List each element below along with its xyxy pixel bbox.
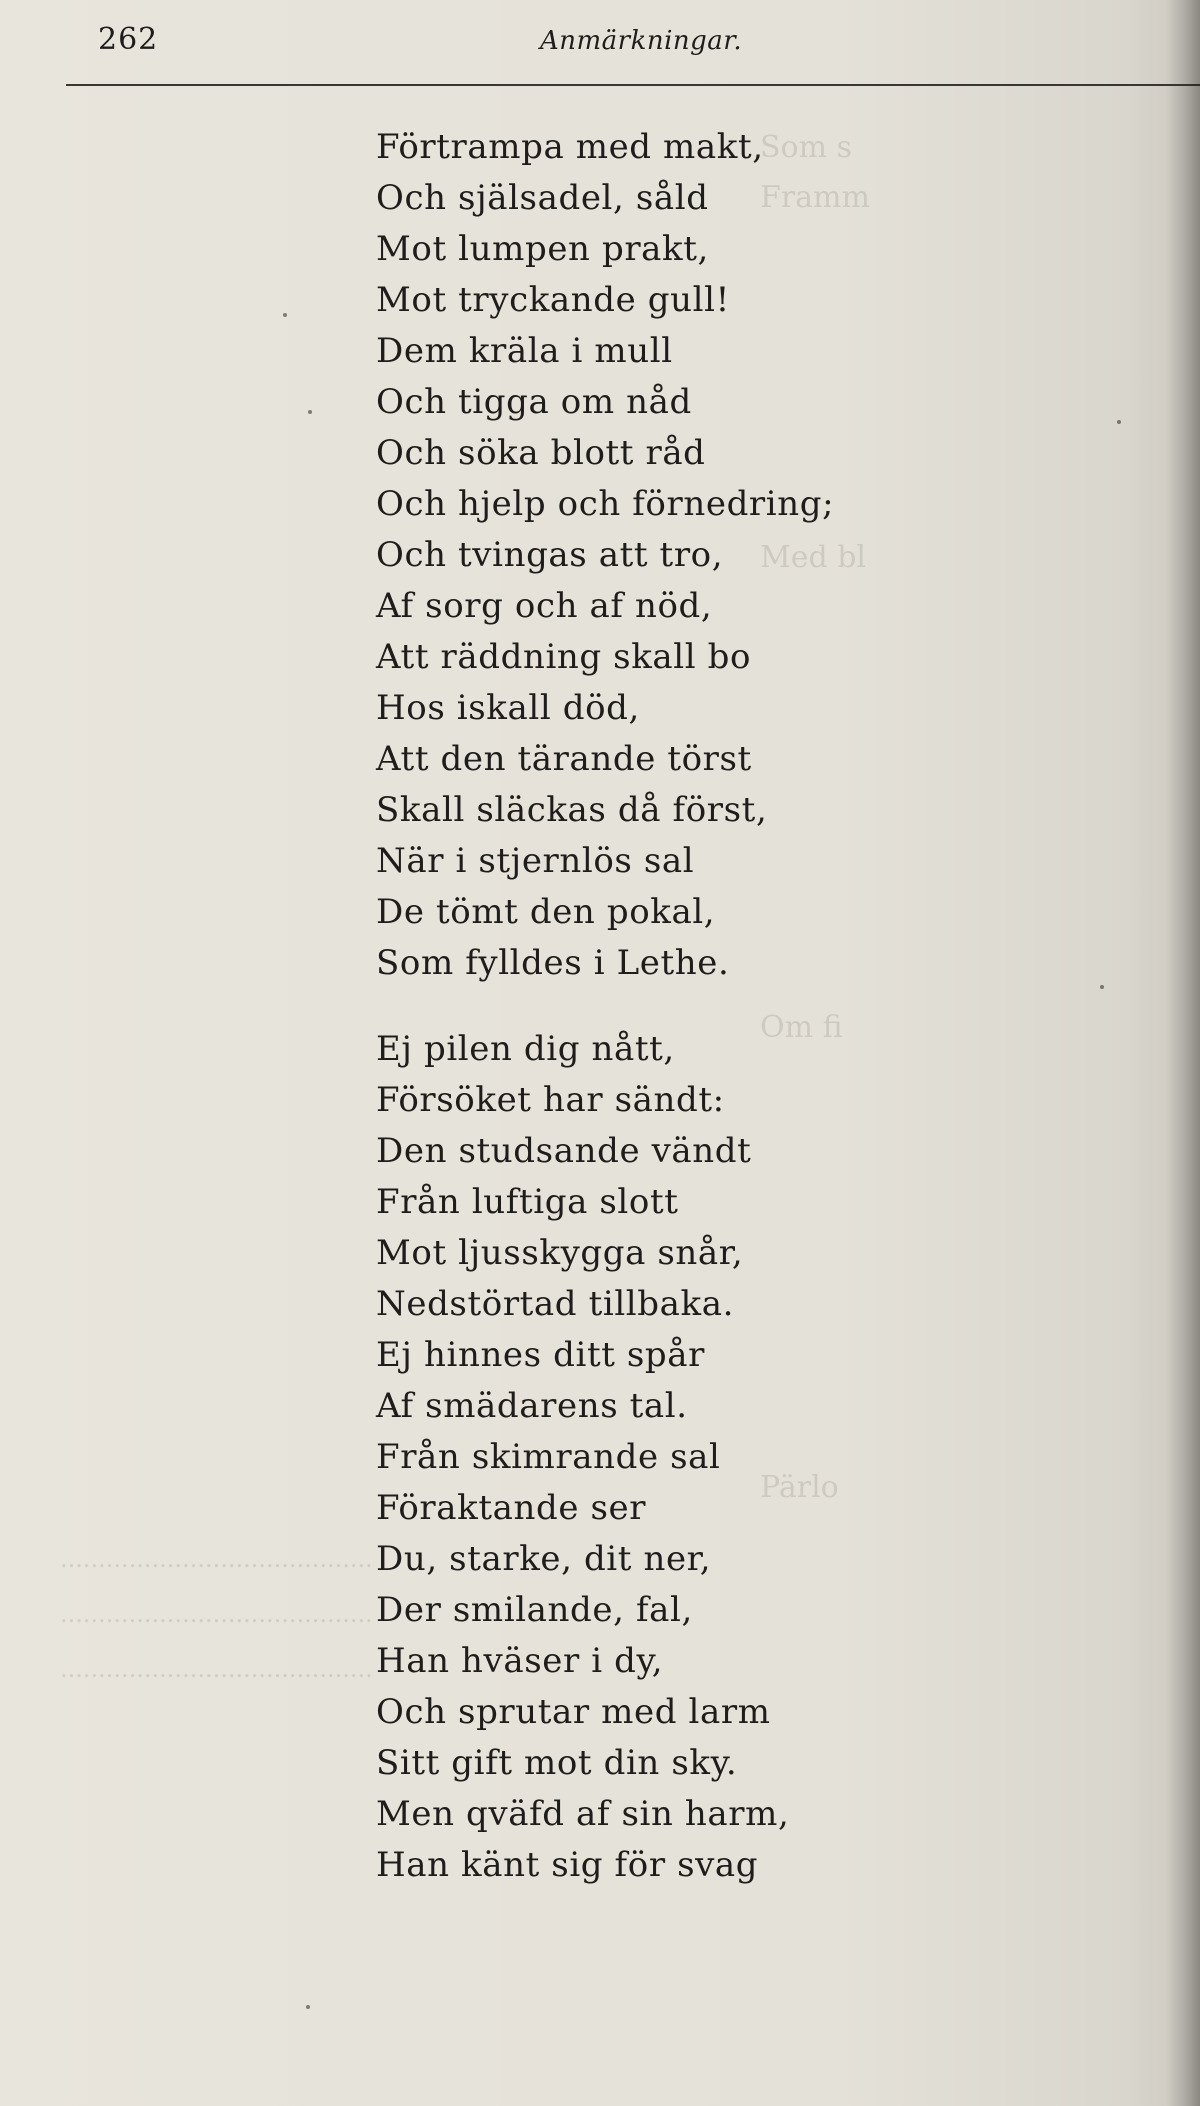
show-through-text: Med bl	[760, 540, 867, 575]
show-through-text: .........................................	[60, 1600, 373, 1628]
verse-line: Den studsande vändt	[376, 1131, 752, 1171]
header-rule	[66, 84, 1200, 86]
show-through-text: Som s	[760, 130, 852, 165]
page-number: 262	[98, 22, 159, 57]
verse-line: Förtrampa med makt,	[376, 127, 764, 167]
verse-line: Mot lumpen prakt,	[376, 229, 709, 269]
paper-speck	[283, 313, 287, 317]
stanza-2	[376, 1024, 896, 1891]
running-head: Anmärkningar.	[540, 26, 743, 56]
verse-line: Och sprutar med larm	[376, 1692, 771, 1732]
verse-line: Ej pilen dig nått,	[376, 1029, 675, 1069]
verse-line: Men qväfd af sin harm,	[376, 1794, 790, 1834]
verse-line: Som fylldes i Lethe.	[376, 943, 730, 983]
verse-line: Nedstörtad tillbaka.	[376, 1284, 734, 1324]
verse-line: De tömt den pokal,	[376, 892, 716, 932]
paper-speck	[308, 410, 312, 414]
verse-line: Föraktande ser	[376, 1488, 647, 1528]
verse-line: Från luftiga slott	[376, 1182, 679, 1222]
verse-line: Han hväser i dy,	[376, 1641, 664, 1681]
verse-line: Och själsadel, såld	[376, 178, 709, 218]
verse-line: Du, starke, dit ner,	[376, 1539, 712, 1579]
verse-line: Mot ljusskygga snår,	[376, 1233, 744, 1273]
verse-line: Ej hinnes ditt spår	[376, 1335, 706, 1375]
show-through-text: .........................................	[60, 1655, 373, 1683]
paper-speck	[306, 2005, 310, 2009]
verse-line: Hos iskall död,	[376, 688, 640, 728]
verse-line: Att räddning skall bo	[376, 637, 752, 677]
verse-line: Att den tärande törst	[376, 739, 752, 779]
poem-body	[376, 122, 896, 1891]
stanza-1	[376, 122, 896, 989]
verse-line: Och hjelp och förnedring;	[376, 484, 835, 524]
verse-line: Försöket har sändt:	[376, 1080, 725, 1120]
verse-line: Sitt gift mot din sky.	[376, 1743, 738, 1783]
verse-line: Han känt sig för svag	[376, 1845, 759, 1885]
page-header	[0, 0, 1200, 90]
verse-line: När i stjernlös sal	[376, 841, 695, 881]
show-through-text: Pärlo	[760, 1470, 839, 1505]
verse-line: Och tigga om nåd	[376, 382, 692, 422]
verse-line: Och söka blott råd	[376, 433, 706, 473]
verse-line: Af smädarens tal.	[376, 1386, 688, 1426]
page-edge-shadow	[1166, 0, 1200, 2106]
verse-line: Och tvingas att tro,	[376, 535, 724, 575]
verse-line: Från skimrande sal	[376, 1437, 721, 1477]
verse-line: Mot tryckande gull!	[376, 280, 730, 320]
paper-speck	[1117, 420, 1121, 424]
show-through-text: .........................................	[60, 1545, 373, 1573]
verse-line: Skall släckas då först,	[376, 790, 768, 830]
verse-line: Af sorg och af nöd,	[376, 586, 713, 626]
show-through-text: Framm	[760, 180, 870, 215]
verse-line: Dem kräla i mull	[376, 331, 673, 371]
verse-line: Der smilande, fal,	[376, 1590, 693, 1630]
show-through-text: Om fi	[760, 1010, 843, 1045]
paper-speck	[1100, 985, 1104, 989]
